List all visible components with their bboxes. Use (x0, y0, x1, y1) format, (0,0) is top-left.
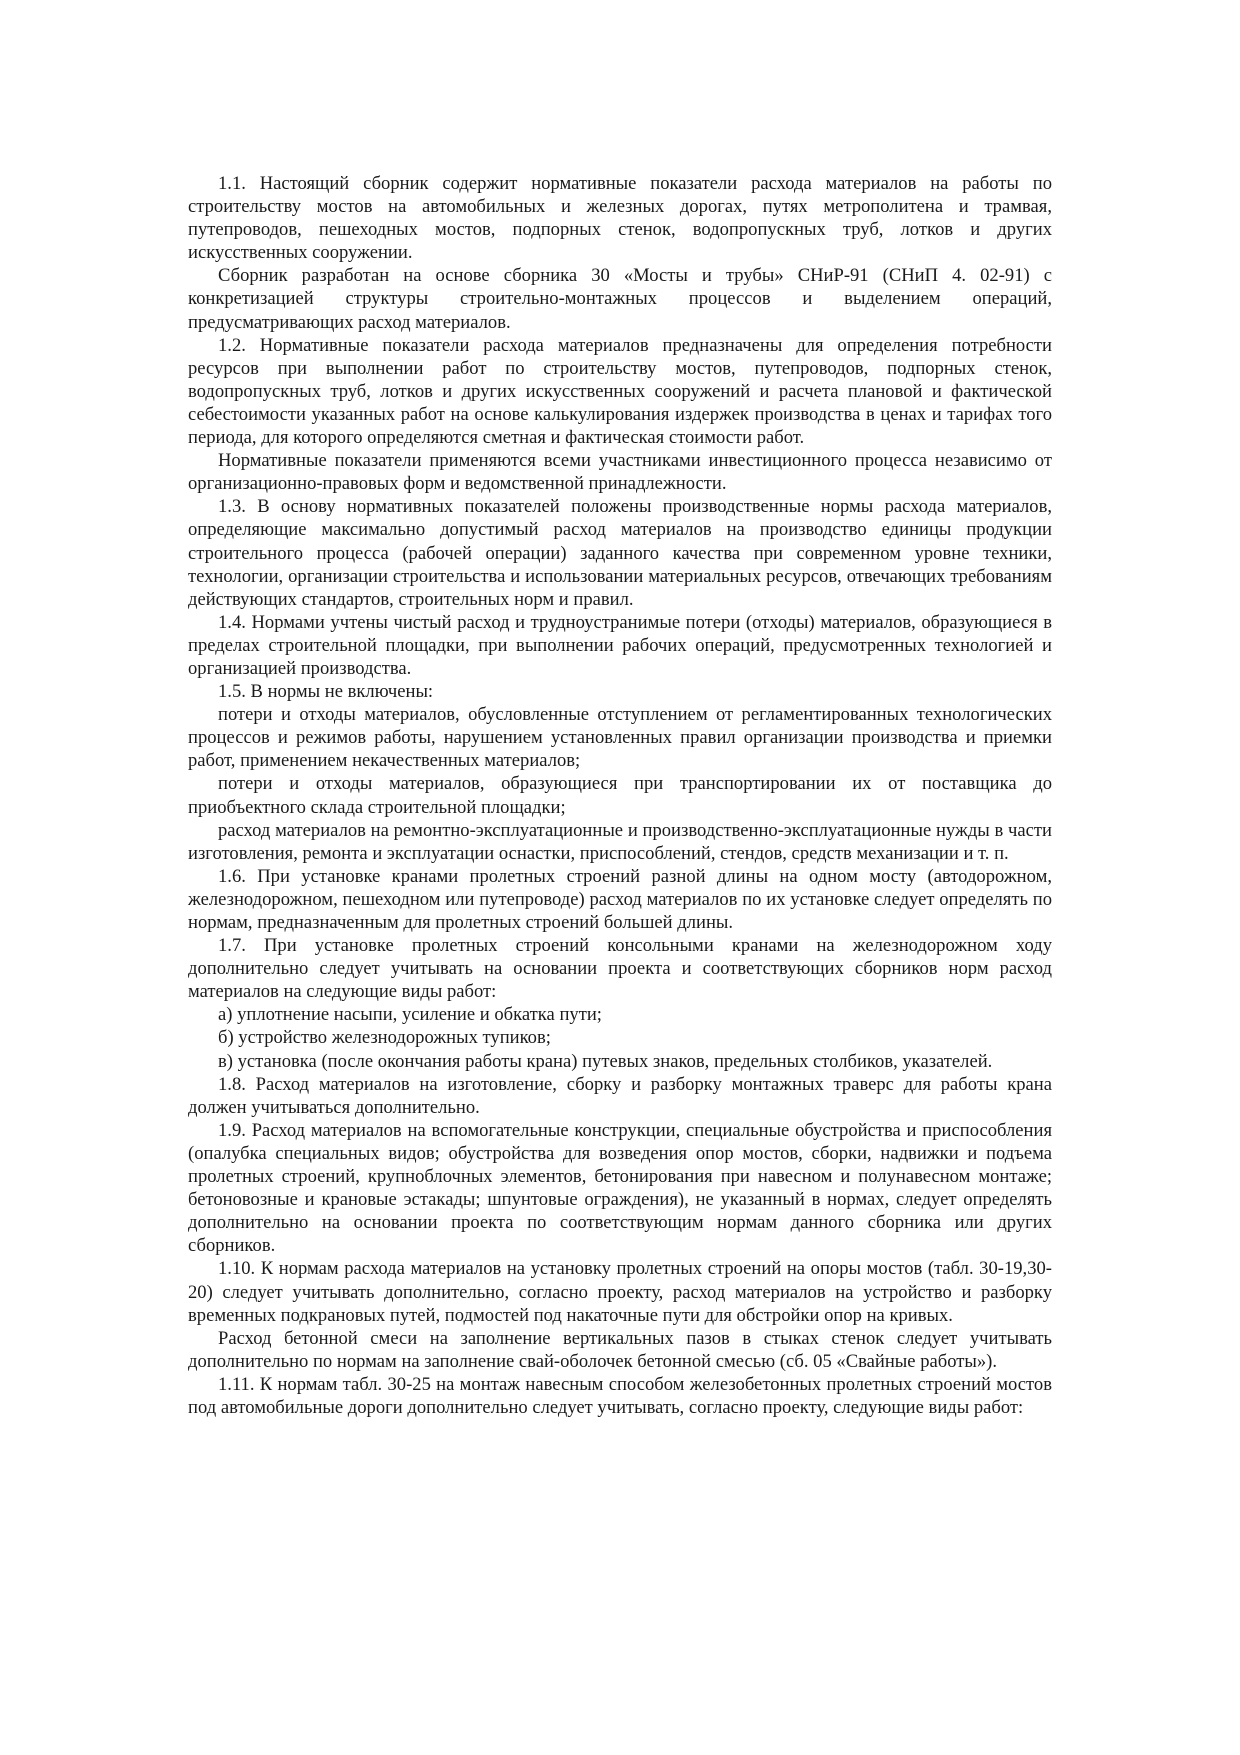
paragraph-1-2: 1.2. Нормативные показатели расхода материалов предназначены для определения потребности ресурсов при выполнении работ по строительству мостов, путепроводов, подпорных стенок, водопропускных труб, лотков и других искусственных сооружений и расчета плановой и фактической себестоимости указанных работ на основе калькулирования издержек производства в ценах и тарифах того периода, для которого определяются сметная и фактическая стоимости работ. (188, 334, 1052, 449)
paragraph-1-11: 1.11. К нормам табл. 30-25 на монтаж навесным способом железобетонных пролетных строений мостов под автомобильные дороги дополнительно следует учитывать, согласно проекту, следующие виды работ: (188, 1373, 1052, 1418)
paragraph-basis: Сборник разработан на основе сборника 30 «Мосты и трубы» СНиР-91 (СНиП 4. 02-91) с конкретизацией структуры строительно-монтажных процессов и выделением операций, предусматривающих расход материалов. (188, 265, 1052, 333)
list-item-b: б) устройство железнодорожных тупиков; (218, 1027, 551, 1049)
paragraph-1-1: 1.1. Настоящий сборник содержит нормативные показатели расхода материалов на работы по строительству мостов на автомобильных и железных дорогах, путях метрополитена и трамвая, путепроводов, пешеходных мостов, подпорных стенок, водопропускных труб, лотков и других искусственных сооружении. (188, 173, 1052, 264)
paragraph-concrete-mix: Расход бетонной смеси на заполнение вертикальных пазов в стыках стенок следует учитывать дополнительно по нормам на заполнение свай-оболочек бетонной смесью (сб. 05 «Свайные работы»). (188, 1327, 1052, 1372)
paragraph-exclusion-1: потери и отходы материалов, обусловленные отступлением от регламентированных технологических процессов и режимов работы, нарушением установленных правил организации производства и приемки работ, применением некачественных материалов; (188, 704, 1052, 772)
list-item-v: в) установка (после окончания работы крана) путевых знаков, предельных столбиков, указателей. (218, 1050, 993, 1072)
paragraph-1-6: 1.6. При установке кранами пролетных строений разной длины на одном мосту (автодорожном, железнодорожном, пешеходном или путепроводе) расход материалов по их установке следует определять по нормам, предназначенным для пролетных строений большей длины. (188, 865, 1052, 933)
paragraph-1-3: 1.3. В основу нормативных показателей положены производственные нормы расхода материалов, определяющие максимально допустимый расход материалов на производство единицы продукции строительного процесса (рабочей операции) заданного качества при современном уровне техники, технологии, организации строительства и использовании материальных ресурсов, отвечающих требованиям действующих стандартов, строительных норм и правил. (188, 496, 1052, 610)
paragraph-1-8: 1.8. Расход материалов на изготовление, сборку и разборку монтажных траверс для работы крана должен учитываться дополнительно. (188, 1073, 1052, 1118)
document-body (188, 172, 1052, 1419)
paragraph-users: Нормативные показатели применяются всеми участниками инвестиционного процесса независимо от организационно-правовых форм и ведомственной принадлежности. (188, 450, 1052, 495)
paragraph-1-7: 1.7. При установке пролетных строений консольными кранами на железнодорожном ходу дополнительно следует учитывать на основании проекта и соответствующих сборников норм расход материалов на следующие виды работ: (188, 935, 1052, 1003)
paragraph-1-5: 1.5. В нормы не включены: (218, 681, 434, 703)
paragraph-exclusion-2: потери и отходы материалов, образующиеся при транспортировании их от поставщика до приобъектного склада строительной площадки; (188, 773, 1052, 818)
paragraph-1-4: 1.4. Нормами учтены чистый расход и трудноустранимые потери (отходы) материалов, образующиеся в пределах строительной площадки, при выполнении рабочих операций, предусмотренных технологией и организацией производства. (188, 611, 1052, 679)
paragraph-exclusion-3: расход материалов на ремонтно-эксплуатационные и производственно-эксплуатационные нужды в части изготовления, ремонта и эксплуатации оснастки, приспособлений, стендов, средств механизации и т. п. (188, 819, 1052, 864)
paragraph-1-9: 1.9. Расход материалов на вспомогательные конструкции, специальные обустройства и приспособления (опалубка специальных видов; обустройства для возведения опор мостов, сборки, надвижки и подъема пролетных строений, крупноблочных элементов, бетонирования при навесном и полунавесном монтаже; бетоновозные и крановые эстакады; шпунтовые ограждения), не указанный в нормах, следует определять дополнительно на основании проекта по соответствующим нормам данного сборника или других сборников. (188, 1119, 1052, 1257)
list-item-a: а) уплотнение насыпи, усиление и обкатка пути; (218, 1004, 602, 1026)
paragraph-1-10: 1.10. К нормам расхода материалов на установку пролетных строений на опоры мостов (табл. 30-19,30-20) следует учитывать дополнительно, согласно проекту, расход материалов на устройство и разборку временных подкрановых путей, подмостей под накаточные пути для обстройки опор на кривых. (188, 1258, 1052, 1326)
